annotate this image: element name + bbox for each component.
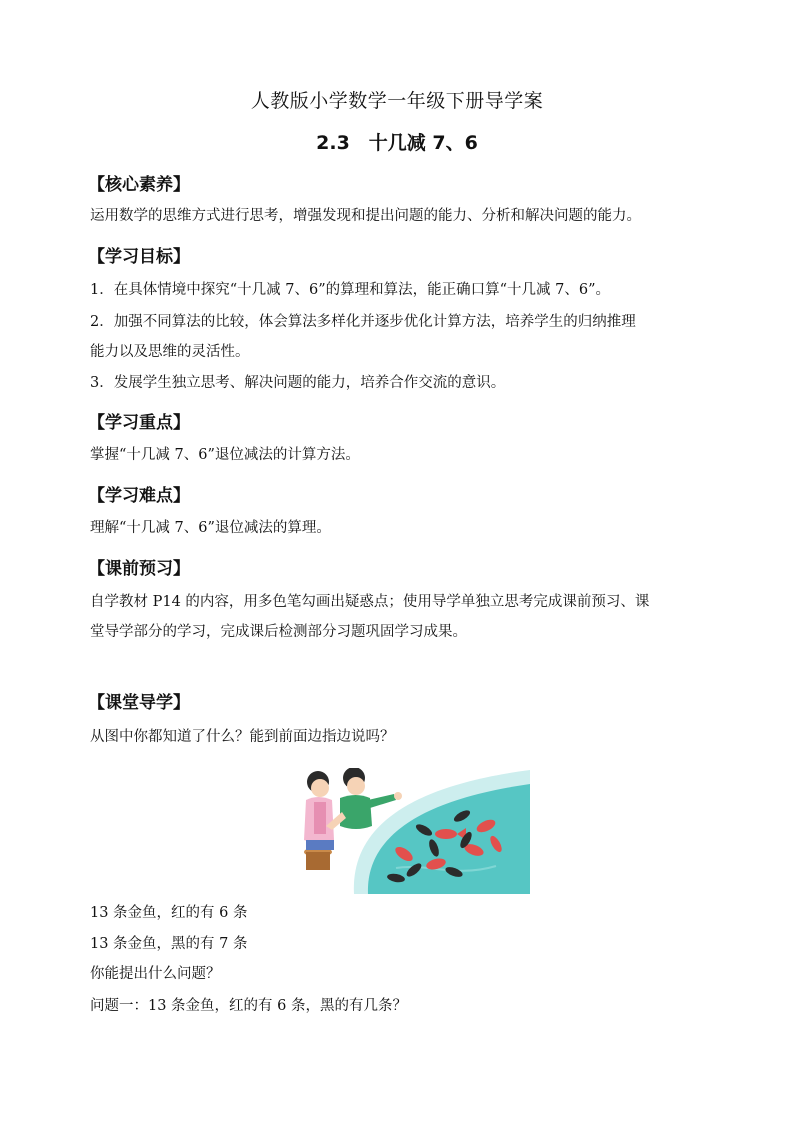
question-prompt: 你能提出什么问题？ bbox=[90, 966, 221, 982]
heading-learning-goals: 【学习目标】 bbox=[88, 247, 190, 267]
key-points-text: 掌握“十几减 7、6”退位减法的计算方法。 bbox=[90, 447, 360, 463]
guide-question: 从图中你都知道了什么？能到前面边指边说吗？ bbox=[90, 729, 395, 745]
fact-black-fish: 13 条金鱼，黑的有 7 条 bbox=[90, 936, 248, 952]
preview-text-line-1: 自学教材 P14 的内容，用多色笔勾画出疑惑点；使用导学单独立思考完成课前预习、课 bbox=[90, 594, 650, 610]
document-title: 人教版小学数学一年级下册导学案 bbox=[250, 90, 544, 112]
preview-text-line-2: 堂导学部分的学习，完成课后检测部分习题巩固学习成果。 bbox=[90, 624, 467, 640]
goal-item-3: 3．发展学生独立思考、解决问题的能力，培养合作交流的意识。 bbox=[90, 375, 506, 391]
fact-red-fish: 13 条金鱼，红的有 6 条 bbox=[90, 905, 248, 921]
goal-item-1: 1．在具体情境中探究“十几减 7、6”的算理和算法，能正确口算“十几减 7、6”。 bbox=[90, 282, 610, 298]
goal-item-2-line-1: 2．加强不同算法的比较，体会算法多样化并逐步优化计算方法，培养学生的归纳推理 bbox=[90, 314, 636, 330]
heading-core-literacy: 【核心素养】 bbox=[88, 175, 190, 195]
heading-class-guide: 【课堂导学】 bbox=[88, 693, 190, 713]
difficulties-text: 理解“十几减 7、6”退位减法的算理。 bbox=[90, 520, 331, 536]
heading-difficulties: 【学习难点】 bbox=[88, 486, 190, 506]
heading-preview: 【课前预习】 bbox=[88, 559, 190, 579]
heading-key-points: 【学习重点】 bbox=[88, 413, 190, 433]
goldfish-pond-illustration bbox=[296, 768, 530, 894]
core-literacy-text: 运用数学的思维方式进行思考，增强发现和提出问题的能力、分析和解决问题的能力。 bbox=[90, 208, 641, 224]
lesson-title: 2.3 十几减 7、6 bbox=[316, 132, 478, 154]
goal-item-2-line-2: 能力以及思维的灵活性。 bbox=[90, 344, 250, 360]
problem-1: 问题一：13 条金鱼，红的有 6 条，黑的有几条？ bbox=[90, 998, 408, 1014]
girl-figure bbox=[304, 771, 334, 850]
